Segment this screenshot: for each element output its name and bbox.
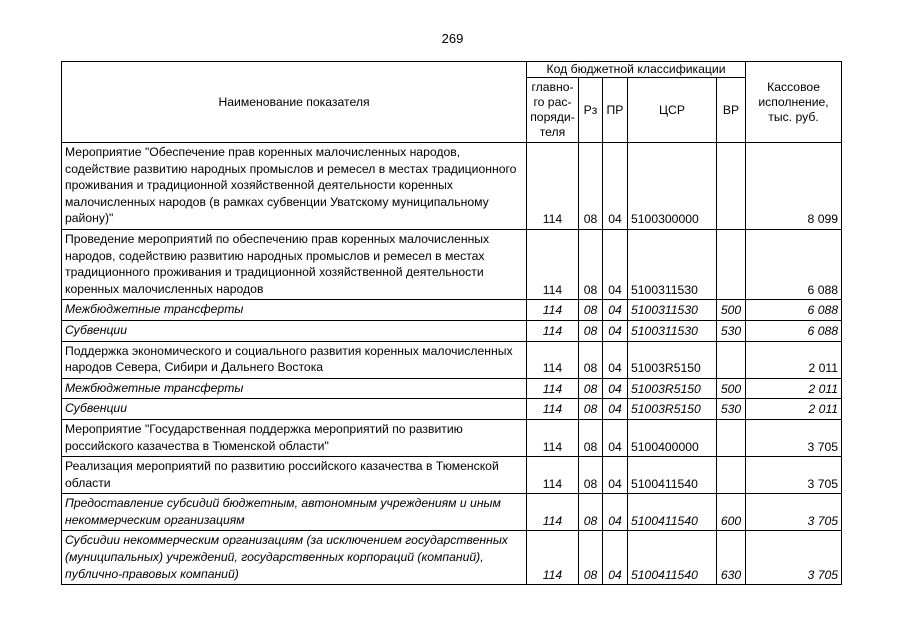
row-vr-code: 600 — [717, 494, 746, 531]
row-name: Субвенции — [62, 320, 527, 341]
row-csr-code: 5100311530 — [628, 229, 717, 299]
row-csr-code: 5100300000 — [628, 143, 717, 230]
header-pr: ПР — [603, 78, 628, 143]
table-row — [62, 320, 842, 341]
row-amount: 3 705 — [746, 531, 842, 585]
row-pr-code: 04 — [603, 378, 628, 399]
row-rz-code: 08 — [579, 143, 603, 230]
row-rz-code: 08 — [579, 531, 603, 585]
row-pr-code: 04 — [603, 341, 628, 378]
header-vr: ВР — [717, 78, 746, 143]
row-name: Предоставление субсидий бюджетным, автономным учреждениям и иным некоммерческим организациям — [62, 494, 527, 531]
row-amount: 3 705 — [746, 419, 842, 456]
row-vr-code: 530 — [717, 399, 746, 420]
row-vr-code — [717, 229, 746, 299]
header-name: Наименование показателя — [62, 62, 527, 143]
header-code-group: Код бюджетной классификации — [527, 62, 746, 78]
table-row — [62, 399, 842, 420]
table-row — [62, 143, 842, 230]
row-name: Проведение мероприятий по обеспечению прав коренных малочисленных народов, содействию развитию народных промыслов и ремесел в местах традиционного проживания и традиционной хозяйственной деятельности коренных малочисленных народов — [62, 229, 527, 299]
row-vr-code: 500 — [717, 300, 746, 321]
row-admin-code: 114 — [527, 457, 579, 494]
header-rz: Рз — [579, 78, 603, 143]
row-vr-code: 630 — [717, 531, 746, 585]
row-name: Мероприятие "Обеспечение прав коренных малочисленных народов, содействие развитию народных промыслов и ремесел в местах традиционного проживания и традиционной хозяйственной деятельности коренных малочисленных народов (в рамках субвенции Уватскому муниципальному району)" — [62, 143, 527, 230]
row-vr-code — [717, 341, 746, 378]
row-vr-code — [717, 419, 746, 456]
table-row — [62, 300, 842, 321]
row-pr-code: 04 — [603, 531, 628, 585]
row-admin-code: 114 — [527, 531, 579, 585]
row-admin-code: 114 — [527, 143, 579, 230]
row-csr-code: 51003R5150 — [628, 341, 717, 378]
page-number: 269 — [441, 31, 464, 46]
row-csr-code: 5100400000 — [628, 419, 717, 456]
row-admin-code: 114 — [527, 494, 579, 531]
header-amount: Кассовое исполнение, тыс. руб. — [746, 62, 842, 143]
row-rz-code: 08 — [579, 300, 603, 321]
row-csr-code: 51003R5150 — [628, 399, 717, 420]
table-row — [62, 341, 842, 378]
row-rz-code: 08 — [579, 341, 603, 378]
row-amount: 6 088 — [746, 229, 842, 299]
row-admin-code: 114 — [527, 419, 579, 456]
row-name: Субвенции — [62, 399, 527, 420]
row-csr-code: 5100411540 — [628, 457, 717, 494]
budget-table — [61, 61, 842, 585]
table-row — [62, 378, 842, 399]
row-rz-code: 08 — [579, 229, 603, 299]
row-vr-code — [717, 457, 746, 494]
row-pr-code: 04 — [603, 229, 628, 299]
table-row — [62, 419, 842, 456]
row-admin-code: 114 — [527, 399, 579, 420]
header-csr: ЦСР — [628, 78, 717, 143]
row-vr-code: 530 — [717, 320, 746, 341]
row-pr-code: 04 — [603, 300, 628, 321]
row-pr-code: 04 — [603, 419, 628, 456]
row-pr-code: 04 — [603, 457, 628, 494]
row-vr-code: 500 — [717, 378, 746, 399]
row-csr-code: 51003R5150 — [628, 378, 717, 399]
row-rz-code: 08 — [579, 419, 603, 456]
header-admin: главно-го рас-поряди-теля — [527, 78, 579, 143]
row-csr-code: 5100411540 — [628, 531, 717, 585]
row-pr-code: 04 — [603, 399, 628, 420]
table-row — [62, 229, 842, 299]
row-rz-code: 08 — [579, 457, 603, 494]
row-vr-code — [717, 143, 746, 230]
row-amount: 2 011 — [746, 378, 842, 399]
row-amount: 2 011 — [746, 341, 842, 378]
row-name: Межбюджетные трансферты — [62, 378, 527, 399]
row-admin-code: 114 — [527, 378, 579, 399]
row-pr-code: 04 — [603, 320, 628, 341]
row-rz-code: 08 — [579, 399, 603, 420]
row-rz-code: 08 — [579, 320, 603, 341]
row-name: Реализация мероприятий по развитию российского казачества в Тюменской области — [62, 457, 527, 494]
row-csr-code: 5100411540 — [628, 494, 717, 531]
table-row — [62, 531, 842, 585]
row-name: Субсидии некоммерческим организациям (за исключением государственных (муниципальных) учреждений, государственных корпораций (компаний), публично-правовых компаний) — [62, 531, 527, 585]
row-amount: 6 088 — [746, 300, 842, 321]
row-name: Межбюджетные трансферты — [62, 300, 527, 321]
table-row — [62, 457, 842, 494]
row-admin-code: 114 — [527, 229, 579, 299]
row-csr-code: 5100311530 — [628, 300, 717, 321]
table-row — [62, 494, 842, 531]
row-name: Мероприятие "Государственная поддержка мероприятий по развитию российского казачества в Тюменской области" — [62, 419, 527, 456]
row-admin-code: 114 — [527, 320, 579, 341]
row-pr-code: 04 — [603, 143, 628, 230]
row-csr-code: 5100311530 — [628, 320, 717, 341]
row-admin-code: 114 — [527, 300, 579, 321]
row-name: Поддержка экономического и социального развития коренных малочисленных народов Севера, Сибири и Дальнего Востока — [62, 341, 527, 378]
row-amount: 2 011 — [746, 399, 842, 420]
row-pr-code: 04 — [603, 494, 628, 531]
table-header — [62, 62, 842, 143]
row-rz-code: 08 — [579, 378, 603, 399]
row-amount: 8 099 — [746, 143, 842, 230]
table-body — [62, 143, 842, 585]
row-rz-code: 08 — [579, 494, 603, 531]
row-amount: 3 705 — [746, 494, 842, 531]
row-amount: 6 088 — [746, 320, 842, 341]
row-admin-code: 114 — [527, 341, 579, 378]
row-amount: 3 705 — [746, 457, 842, 494]
